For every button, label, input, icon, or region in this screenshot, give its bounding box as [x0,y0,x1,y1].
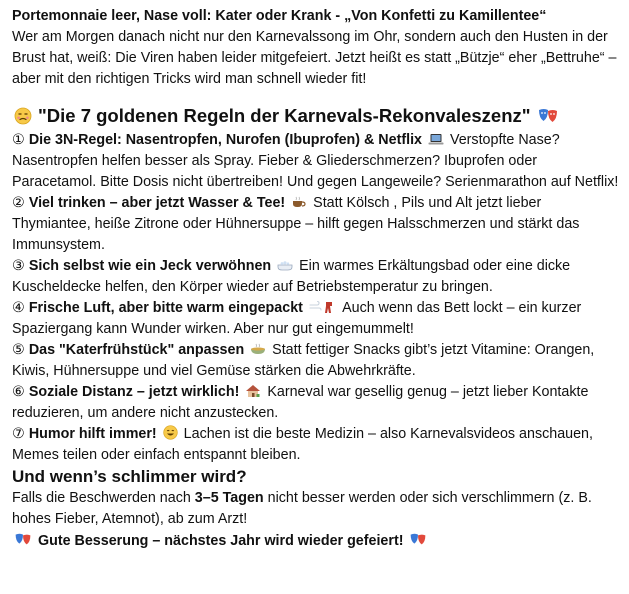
rule-item [12,130,621,193]
rule-text: Statt fettiger Snacks gibt’s jetzt Vitamine: Orangen, Kiwis, Hühnersuppe und viel Gemüse stärken die Abwehrkräfte. [12,342,595,379]
worse-text-post: nicht besser werden oder sich verschlimmern (z. B. hohes Fieber, Atemnot), ab zum Arzt! [12,490,592,527]
rule-title: Soziale Distanz – jetzt wirklich! [28,384,240,400]
closing-line [12,531,621,552]
rule-text: Lachen ist die beste Medizin – also Karnevalsvideos anschauen, Memes teilen oder einfach entspannt bleiben. [12,426,593,463]
rule-text: Statt Kölsch , Pils und Alt jetzt lieber Thymiantee, heiße Zitrone oder Hühnersuppe – hilft gegen Halsschmerzen und stärkt das Immunsystem. [12,195,580,253]
intro-paragraph [12,6,621,90]
rule-item [12,382,621,424]
rule-number: ⑥ [12,384,25,400]
worse-paragraph [12,488,621,530]
worse-heading: Und wenn’s schlimmer wird? [12,467,247,486]
rule-number: ① [12,132,25,148]
bathtub-icon [277,259,293,272]
rule-title: Frische Luft, aber bitte warm eingepackt [28,300,303,316]
smile-icon [163,425,178,440]
rule-item [12,424,621,466]
rule-text: Ein warmes Erkältungsbad oder eine dicke Kuscheldecke helfen, den Körper wieder auf Betriebstemperatur zu bringen. [12,258,571,295]
carnival-masks-icon [409,532,427,547]
worse-text-pre: Falls die Beschwerden nach [12,490,191,506]
rules-heading [12,104,621,128]
rule-item [12,256,621,298]
wind-scarf-icon [309,300,337,314]
closing-text: Gute Besserung – nächstes Jahr wird wieder gefeiert! [37,533,404,549]
rule-item [12,298,621,340]
laptop-icon [428,133,444,146]
rule-number: ② [12,195,25,211]
rule-title: Das "Katerfrühstück" anpassen [28,342,245,358]
rule-number: ⑤ [12,342,25,358]
carnival-masks-icon [537,107,559,125]
intro-title: Portemonnaie leer, Nase voll: Kater oder Krank - „Von Konfetti zu Kamillentee“ [12,8,547,24]
tea-icon [291,196,307,209]
rule-text: Auch wenn das Bett lockt – ein kurzer Spaziergang kann Wunder wirken. Aber nur gut eingemummelt! [12,300,582,337]
intro-text: Wer am Morgen danach nicht nur den Karnevalssong im Ohr, sondern auch den Husten in der Brust hat, weiß: Die Viren haben leider mitgefeiert. Jetzt heißt es statt „Bützje“ eher „Bettruhe“ – aber mit den richtigen Tricks wird man schnell wieder fit! [12,29,617,87]
rule-title: Viel trinken – aber jetzt Wasser & Tee! [28,195,286,211]
rule-number: ⑦ [12,426,25,442]
rule-title: Sich selbst wie ein Jeck verwöhnen [28,258,272,274]
rule-title: Humor hilft immer! [28,426,157,442]
carnival-masks-icon [14,532,32,547]
rule-number: ③ [12,258,25,274]
rules-heading-text: "Die 7 goldenen Regeln der Karnevals-Rekonvaleszenz" [38,105,531,126]
soup-icon [250,343,266,356]
rules-list [12,130,621,466]
sick-face-icon [14,107,32,125]
house-icon [245,384,261,398]
rule-item [12,193,621,256]
rule-text: Karneval war gesellig genug – jetzt lieber Kontakte reduzieren, um andere nicht anzustecken. [12,384,589,421]
rule-item [12,340,621,382]
worse-text-bold: 3–5 Tagen [194,490,264,506]
rule-text: Verstopfte Nase? Nasentropfen helfen besser als Spray. Fieber & Gliederschmerzen? Ibuprofen oder Paracetamol. Bitte Dosis nicht übertreiben! Und gegen Langeweile? Serienmarathon auf Netflix! [12,132,619,190]
rule-number: ④ [12,300,25,316]
rule-title: Die 3N-Regel: Nasentropfen, Nurofen (Ibuprofen) & Netflix [28,132,422,148]
